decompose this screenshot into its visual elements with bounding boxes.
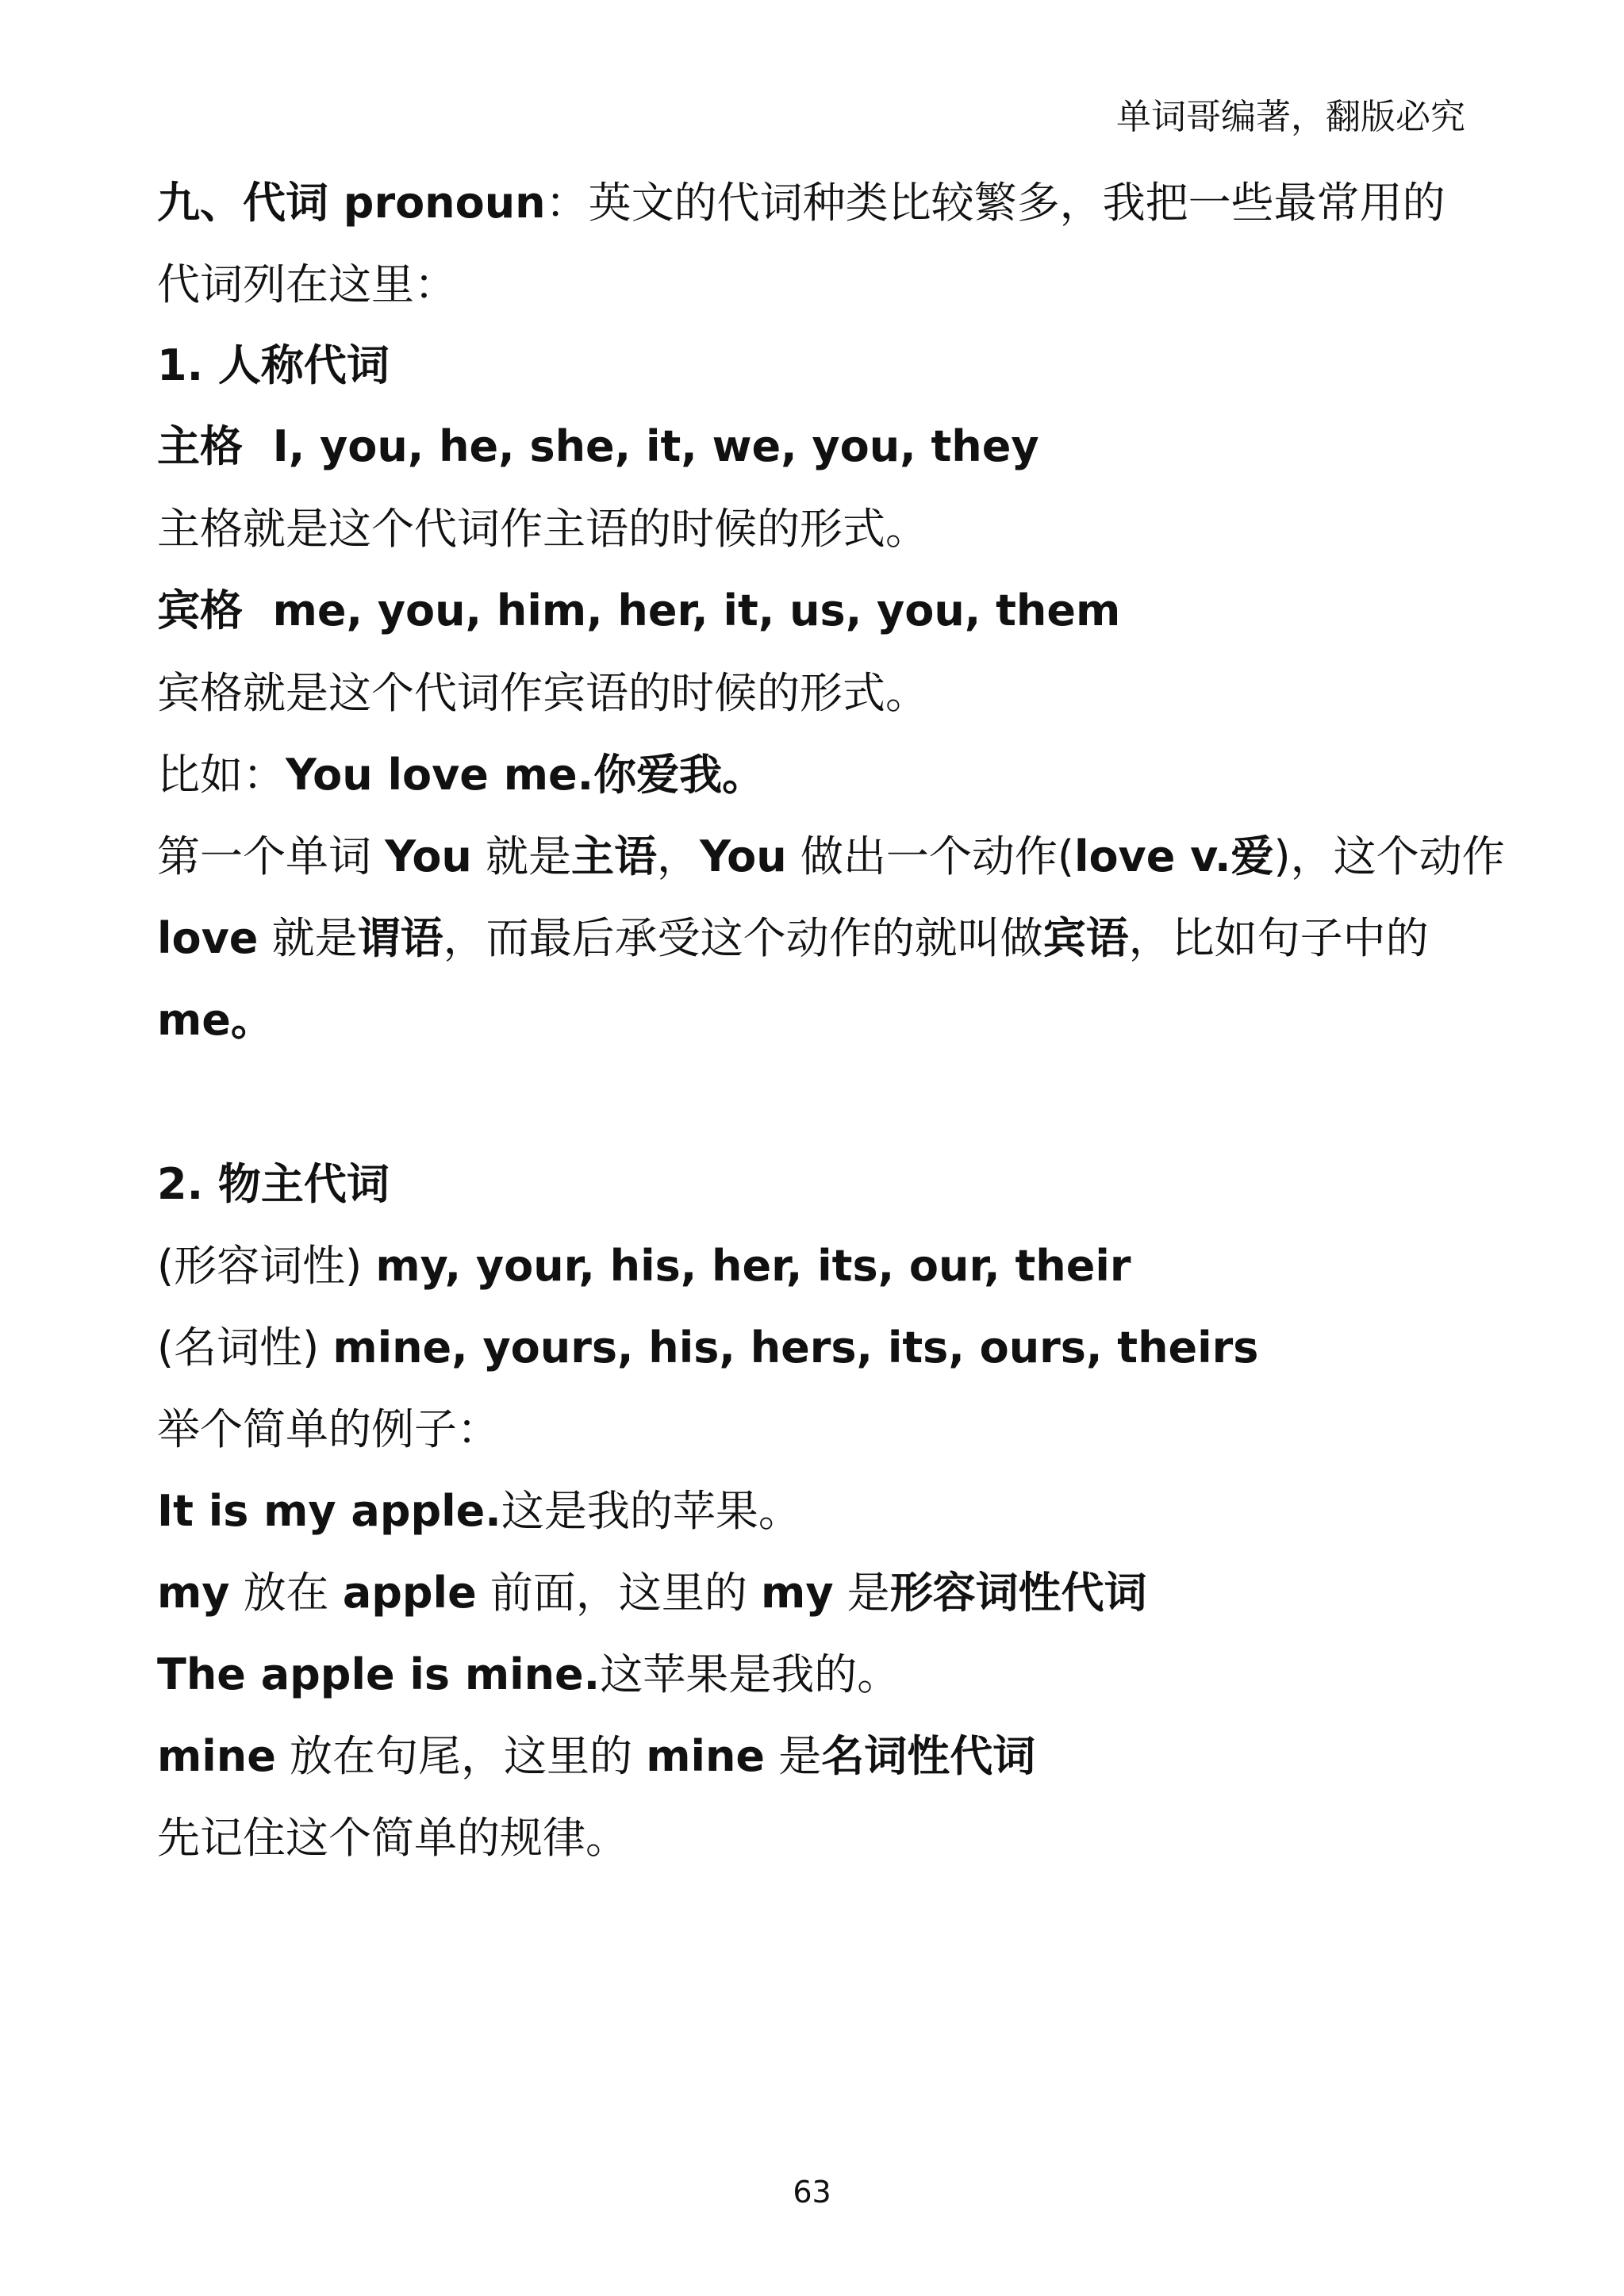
- example-intro: 举个简单的例子：: [157, 1404, 500, 1454]
- explain-predicate-term: 谓语: [357, 913, 443, 963]
- adjective-possessive-list: my, your, his, her, its, our, their: [375, 1241, 1131, 1291]
- example-1-english: It is my apple.: [157, 1486, 501, 1536]
- note-word: mine: [157, 1731, 276, 1781]
- note-text: 放在句尾，这里的: [275, 1731, 647, 1781]
- nominative-description: 主格就是这个代词作主语的时候的形式。: [157, 504, 928, 554]
- adjective-possessive-label: (形容词性): [157, 1241, 376, 1291]
- example-1-note: [157, 1565, 1147, 1622]
- explanation-line-2: [157, 910, 1429, 967]
- example-2-chinese: 这苹果是我的。: [600, 1649, 900, 1699]
- explain-you: You: [385, 831, 472, 881]
- note-term: 形容词性代词: [889, 1568, 1147, 1618]
- explain-love: love: [157, 913, 259, 963]
- explanation-line-1: [157, 828, 1505, 885]
- explain-text: ，比如句子中的: [1128, 913, 1429, 963]
- note-word: apple: [342, 1568, 477, 1618]
- section-title-bold: 九、代词 pronoun: [157, 178, 546, 228]
- note-text: 放在: [229, 1568, 343, 1618]
- note-text: 是: [833, 1568, 890, 1618]
- header-copyright-note: 单词哥编著，翻版必究: [1116, 97, 1465, 137]
- nominative-label: 主格: [157, 421, 243, 471]
- explain-you: You: [700, 831, 787, 881]
- explain-love-gloss: love v.爱: [1073, 831, 1274, 881]
- objective-description: 宾格就是这个代词作宾语的时候的形式。: [157, 668, 928, 718]
- note-word: my: [761, 1568, 834, 1618]
- section-title: [157, 175, 1445, 232]
- note-text: 是: [765, 1731, 822, 1781]
- adjective-possessive-row: [157, 1238, 1131, 1295]
- nominative-row: [157, 418, 1039, 475]
- note-text: 前面，这里的: [476, 1568, 762, 1618]
- explain-text: 就是: [258, 913, 358, 963]
- explain-text: 做出一个动作(: [786, 831, 1074, 881]
- objective-label: 宾格: [157, 586, 243, 635]
- explain-text: ，而最后承受这个动作的就叫做: [443, 913, 1043, 963]
- explanation-line-3: me。: [157, 995, 274, 1045]
- objective-list: me, you, him, her, it, us, you, them: [272, 586, 1121, 635]
- example-1: [157, 1483, 801, 1540]
- example-1-chinese: 这是我的苹果。: [501, 1486, 801, 1536]
- objective-row: [157, 582, 1120, 639]
- explain-text: )，这个动作: [1273, 831, 1505, 881]
- note-word: my: [157, 1568, 230, 1618]
- explain-subject-term: 主语: [571, 831, 658, 881]
- note-term: 名词性代词: [821, 1731, 1036, 1781]
- section-title-line2: 代词列在这里：: [157, 259, 457, 309]
- personal-pronoun-heading: 1. 人称代词: [157, 340, 390, 390]
- explain-text: 就是: [471, 831, 572, 881]
- explain-text: 第一个单词: [157, 831, 386, 881]
- noun-possessive-label: (名词性): [157, 1323, 333, 1373]
- example-2: [157, 1646, 900, 1703]
- section-title-rest: ：英文的代词种类比较繁多，我把一些最常用的: [545, 178, 1445, 228]
- example-2-note: [157, 1728, 1035, 1785]
- noun-possessive-list: mine, yours, his, hers, its, ours, theirs: [332, 1323, 1259, 1373]
- example-prefix: 比如：: [157, 750, 286, 800]
- example-2-english: The apple is mine.: [157, 1649, 601, 1699]
- closing-note: 先记住这个简单的规律。: [157, 1813, 628, 1863]
- example-line: [157, 747, 765, 804]
- example-sentence: You love me.你爱我。: [286, 750, 766, 800]
- nominative-list: I, you, he, she, it, we, you, they: [272, 421, 1039, 471]
- possessive-pronoun-heading: 2. 物主代词: [157, 1159, 390, 1209]
- page-number: 63: [793, 2175, 831, 2210]
- noun-possessive-row: [157, 1319, 1258, 1376]
- explain-object-term: 宾语: [1042, 913, 1129, 963]
- explain-text: ，: [657, 831, 701, 881]
- note-word: mine: [646, 1731, 766, 1781]
